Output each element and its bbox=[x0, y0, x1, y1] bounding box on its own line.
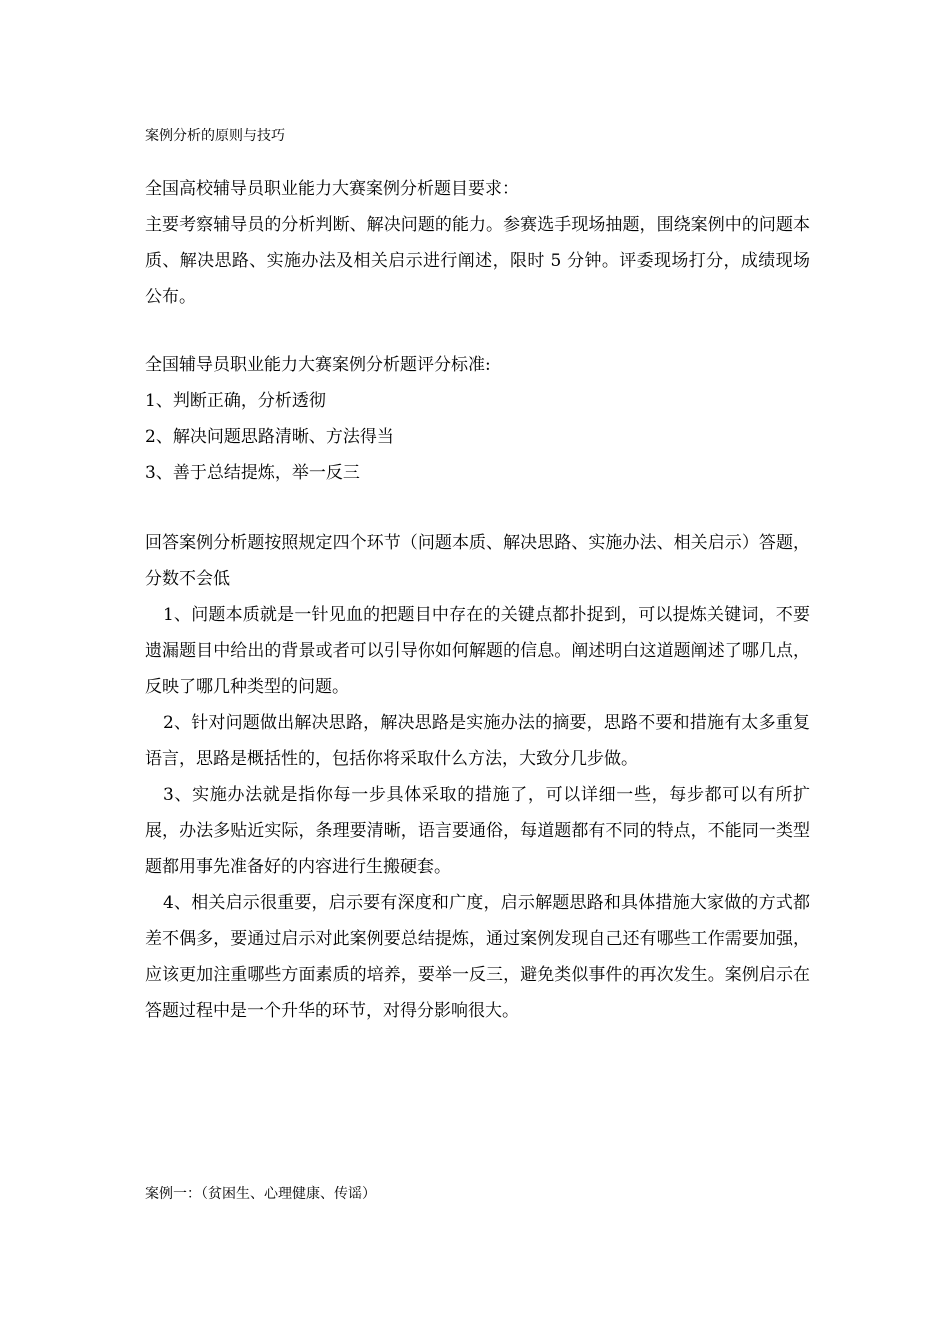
answer-point: 4、相关启示很重要，启示要有深度和广度，启示解题思路和具体措施大家做的方式都差不偶多，要通过启示对此案例要总结提炼，通过案例发现自己还有哪些工作需要加强，应该更加注重哪些方面素质的培养，要举一反三，避免类似事件的再次发生。案例启示在答题过程中是一个升华的环节，对得分影响很大。 bbox=[145, 893, 810, 1021]
criteria-section bbox=[145, 347, 810, 491]
answer-point: 3、实施办法就是指你每一步具体采取的措施了，可以详细一些，每步都可以有所扩展，办法多贴近实际，条理要清晰，语言要通俗，每道题都有不同的特点，不能同一类型题都用事先准备好的内容进行生搬硬套。 bbox=[145, 785, 810, 877]
criteria-item: 2、解决问题思路清晰、方法得当 bbox=[145, 427, 394, 447]
requirements-body: 主要考察辅导员的分析判断、解决问题的能力。参赛选手现场抽题，围绕案例中的问题本质、解决思路、实施办法及相关启示进行阐述，限时 5 分钟。评委现场打分，成绩现场公布。 bbox=[145, 215, 810, 307]
criteria-item: 3、善于总结提炼，举一反三 bbox=[145, 463, 360, 483]
answer-point: 2、针对问题做出解决思路，解决思路是实施办法的摘要，思路不要和措施有太多重复语言，思路是概括性的，包括你将采取什么方法，大致分几步做。 bbox=[145, 713, 810, 769]
answer-point: 1、问题本质就是一针见血的把题目中存在的关键点都扑捉到，可以提炼关键词，不要遗漏题目中给出的背景或者可以引导你如何解题的信息。阐述明白这道题阐述了哪几点，反映了哪几种类型的问题。 bbox=[145, 605, 810, 697]
case-one-heading: 案例一：（贫困生、心理健康、传谣） bbox=[145, 1186, 376, 1202]
criteria-heading: 全国辅导员职业能力大赛案例分析题评分标准: bbox=[145, 355, 491, 375]
document-title: 案例分析的原则与技巧 bbox=[145, 128, 285, 144]
answer-intro: 回答案例分析题按照规定四个环节（问题本质、解决思路、实施办法、相关启示）答题，分数不会低 bbox=[145, 533, 810, 589]
answer-section bbox=[145, 525, 810, 1029]
criteria-item: 1、判断正确，分析透彻 bbox=[145, 391, 326, 411]
requirements-heading: 全国高校辅导员职业能力大赛案例分析题目要求： bbox=[145, 179, 519, 199]
requirements-section bbox=[145, 171, 810, 315]
